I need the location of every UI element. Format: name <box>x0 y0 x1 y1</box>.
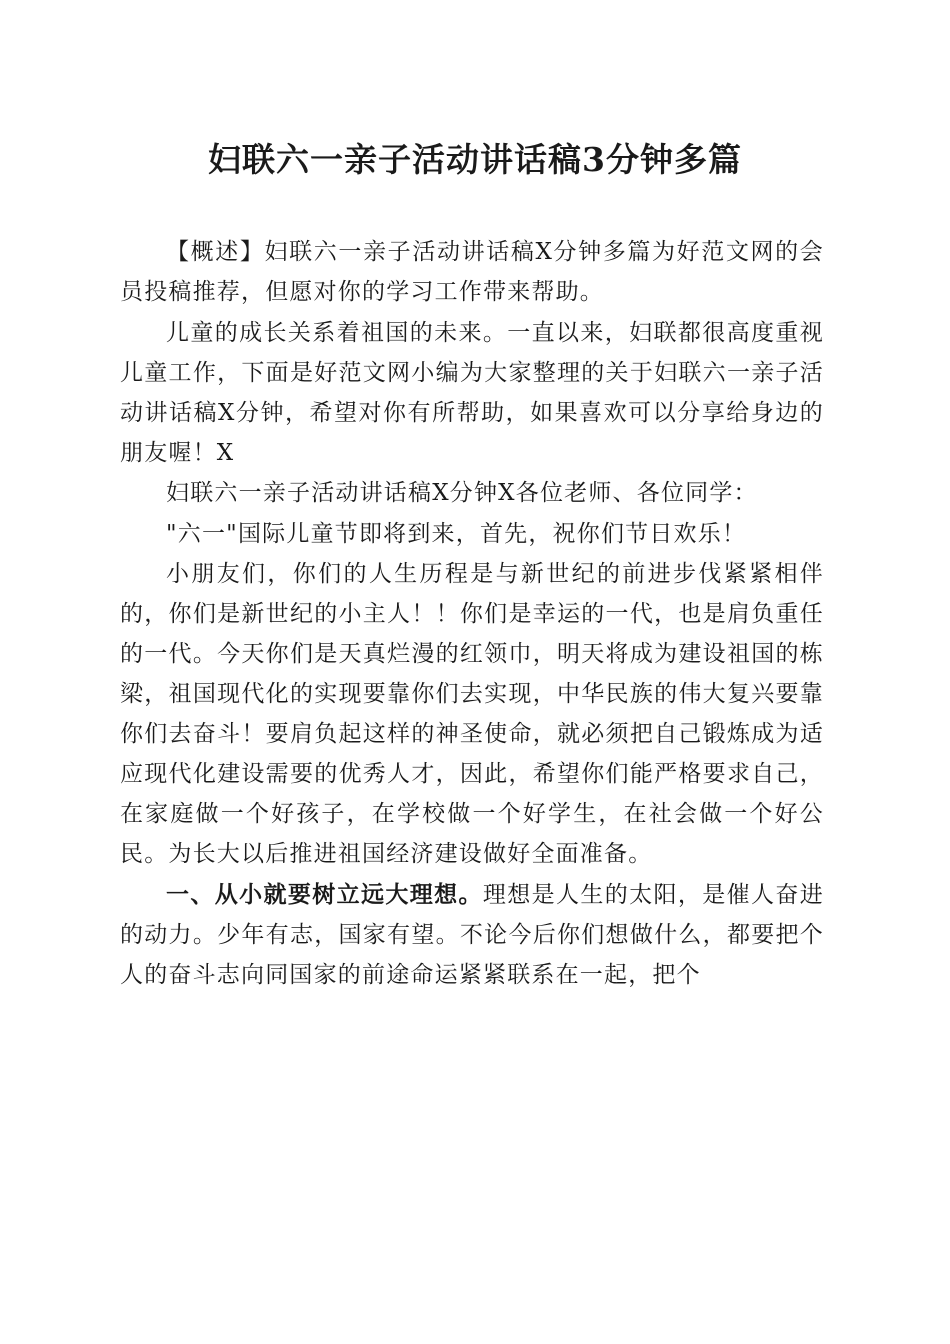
paragraph-section-1 <box>120 875 824 995</box>
document-body <box>120 232 824 995</box>
section-1-text: 理想是人生的太阳，是催人奋进的动力。少年有志，国家有望。不论今后你们想做什么，都要把个人的奋斗志向同国家的前途命运紧紧联系在一起，把个 <box>120 881 824 988</box>
section-1-heading: 一、从小就要树立远大理想。 <box>166 881 483 908</box>
paragraph-salutation: 妇联六一亲子活动讲话稿X分钟X各位老师、各位同学： <box>166 480 758 506</box>
paragraph-greeting: "六一"国际儿童节即将到来，首先，祝你们节日欢乐！ <box>166 520 747 547</box>
document-title: 妇联六一亲子活动讲话稿3分钟多篇 <box>208 140 742 179</box>
paragraph-intro: 儿童的成长关系着祖国的未来。一直以来，妇联都很高度重视儿童工作，下面是好范文网小编为大家整理的关于妇联六一亲子活动讲话稿X分钟，希望对你有所帮助，如果喜欢可以分享给身边的朋友喔！X <box>120 319 824 466</box>
paragraph-main: 小朋友们，你们的人生历程是与新世纪的前进步伐紧紧相伴的，你们是新世纪的小主人！！你们是幸运的一代，也是肩负重任的一代。今天你们是天真烂漫的红领巾，明天将成为建设祖国的栋梁，祖国现代化的实现要靠你们去实现，中华民族的伟大复兴要靠你们去奋斗！要肩负起这样的神圣使命，就必须把自己锻炼成为适应现代化建设需要的优秀人才，因此，希望你们能严格要求自己，在家庭做一个好孩子，在学校做一个好学生，在社会做一个好公民。为长大以后推进祖国经济建设做好全面准备。 <box>120 561 824 867</box>
paragraph-summary: 【概述】妇联六一亲子活动讲话稿X分钟多篇为好范文网的会员投稿推荐，但愿对你的学习工作带来帮助。 <box>120 239 824 305</box>
